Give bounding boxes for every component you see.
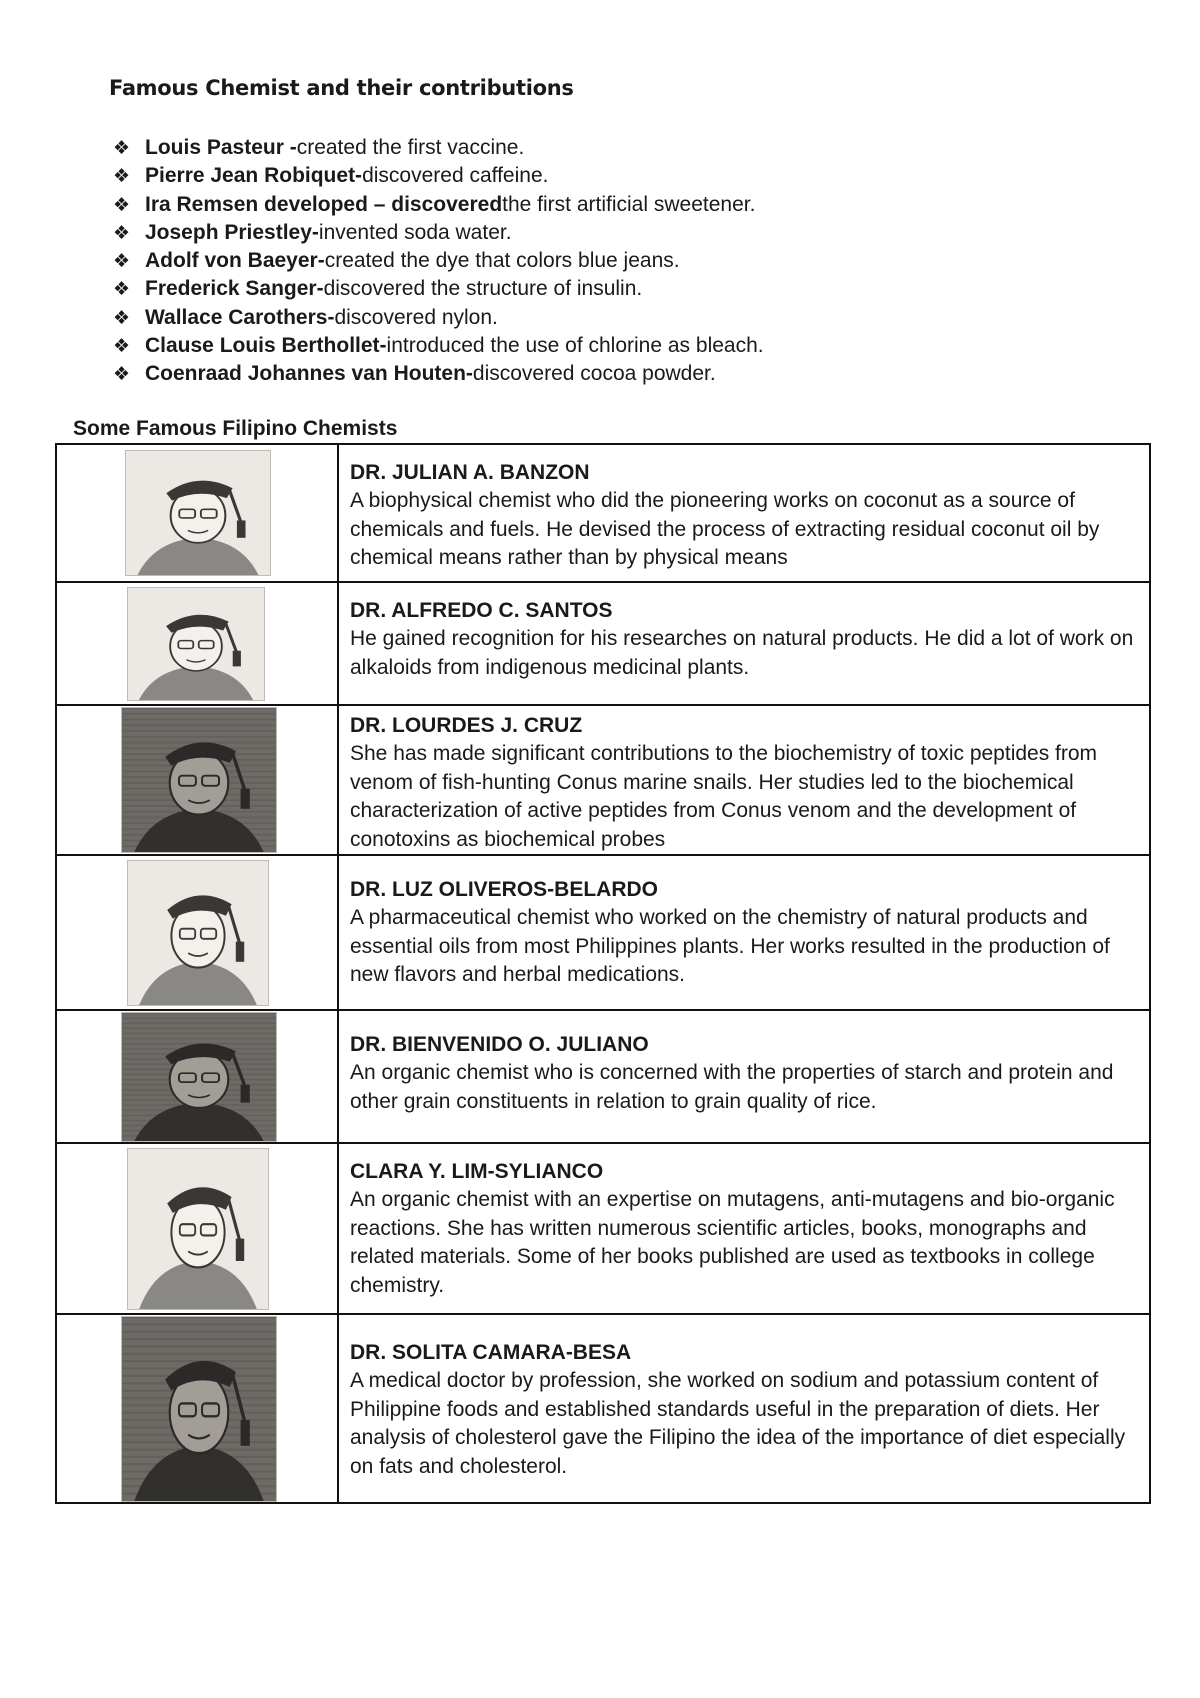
photo-cell xyxy=(56,1143,338,1314)
list-item xyxy=(113,134,764,162)
text-cell xyxy=(338,1314,1150,1503)
chemist-name: DR. BIENVENIDO O. JULIANO xyxy=(350,1033,649,1057)
chemist-name: DR. LOURDES J. CRUZ xyxy=(350,714,583,737)
chemist-contribution: introduced the use of chlorine as bleach. xyxy=(386,334,764,358)
diamond-bullet-icon: ❖ xyxy=(113,335,131,358)
diamond-bullet-icon: ❖ xyxy=(113,306,131,329)
portrait-photo-icon xyxy=(121,1316,277,1502)
chemist-name: DR. LUZ OLIVEROS-BELARDO xyxy=(350,878,658,902)
list-item xyxy=(113,304,764,332)
chemist-name: Frederick Sanger- xyxy=(145,277,324,301)
table-row xyxy=(56,1314,1150,1503)
text-cell xyxy=(338,855,1150,1010)
table-row xyxy=(56,1010,1150,1143)
portrait-sketch-icon xyxy=(125,450,271,576)
chemist-name: Louis Pasteur - xyxy=(145,136,297,159)
chemist-name: Pierre Jean Robiquet- xyxy=(145,164,363,188)
list-item xyxy=(113,219,764,247)
chemist-name: DR. ALFREDO C. SANTOS xyxy=(350,599,613,622)
portrait-sketch-icon xyxy=(127,860,269,1006)
filipino-chemists-heading: Some Famous Filipino Chemists xyxy=(73,417,398,440)
diamond-bullet-icon: ❖ xyxy=(113,165,131,188)
table-row xyxy=(56,582,1150,705)
chemist-description: He gained recognition for his researches on natural products. He did a lot of work on alkaloids from indigenous medicinal plants. xyxy=(350,627,1134,679)
chemist-name: DR. SOLITA CAMARA-BESA xyxy=(350,1341,632,1365)
portrait-photo-graphic xyxy=(122,1317,276,1501)
diamond-bullet-icon: ❖ xyxy=(113,250,131,273)
chemist-description: An organic chemist who is concerned with the properties of starch and protein and other grain constituents in relation to grain quality of rice. xyxy=(350,1061,1114,1113)
portrait-sketch-graphic xyxy=(128,861,268,1005)
chemist-contribution: discovered cocoa powder. xyxy=(472,362,716,386)
table-row xyxy=(56,855,1150,1010)
diamond-bullet-icon: ❖ xyxy=(113,137,131,159)
photo-cell xyxy=(56,1010,338,1143)
chemist-name: Coenraad Johannes van Houten- xyxy=(145,362,473,386)
table-row xyxy=(56,444,1150,582)
table-row xyxy=(56,1143,1150,1314)
portrait-sketch-icon xyxy=(127,1148,269,1310)
photo-cell xyxy=(56,582,338,705)
portrait-sketch-icon xyxy=(127,587,265,701)
chemist-contribution: created the dye that colors blue jeans. xyxy=(324,249,680,273)
chemist-contribution: the first artificial sweetener. xyxy=(502,192,756,216)
photo-cell xyxy=(56,1314,338,1503)
diamond-bullet-icon: ❖ xyxy=(113,278,131,301)
photo-cell xyxy=(56,855,338,1010)
list-item xyxy=(113,275,764,303)
chemist-contribution: discovered nylon. xyxy=(334,305,498,329)
list-item xyxy=(113,191,764,219)
portrait-photo-icon xyxy=(121,1012,277,1142)
chemist-description: A medical doctor by profession, she worked on sodium and potassium content of Philippine foods and established standards useful in the preparation of diets. Her analysis of cholesterol gave the Filipino the idea of the importance of diet especially on fats and cholesterol. xyxy=(350,1369,1126,1478)
chemist-name: Ira Remsen developed – discovered xyxy=(145,192,503,216)
chemist-name: Wallace Carothers- xyxy=(145,305,335,329)
chemist-contribution: discovered the structure of insulin. xyxy=(323,277,643,301)
diamond-bullet-icon: ❖ xyxy=(113,363,131,386)
chemist-name: Joseph Priestley- xyxy=(145,220,319,244)
photo-cell xyxy=(56,705,338,855)
chemist-description: A pharmaceutical chemist who worked on the chemistry of natural products and essential oils from most Philippines plants. Her works resulted in the production of new flavors and herbal medications. xyxy=(350,906,1110,987)
list-item xyxy=(113,332,764,360)
chemist-description: An organic chemist with an expertise on mutagens, anti-mutagens and bio-organic reactions. She has written numerous scientific articles, books, monographs and related materials. Some of her books published are used as textbooks in college chemistry. xyxy=(350,1188,1115,1297)
chemist-name: Adolf von Baeyer- xyxy=(145,249,325,273)
text-cell xyxy=(338,444,1150,582)
chemist-contribution: created the first vaccine. xyxy=(296,136,525,159)
chemist-name: Clause Louis Berthollet- xyxy=(145,334,387,358)
text-cell xyxy=(338,1010,1150,1143)
list-item xyxy=(113,360,764,388)
chemist-contribution: invented soda water. xyxy=(318,220,512,244)
list-item xyxy=(113,247,764,275)
chemist-name: CLARA Y. LIM-SYLIANCO xyxy=(350,1160,604,1184)
text-cell xyxy=(338,1143,1150,1314)
chemist-contribution: discovered caffeine. xyxy=(362,164,549,188)
page-heading: Famous Chemist and their contributions xyxy=(109,76,574,100)
diamond-bullet-icon: ❖ xyxy=(113,193,131,216)
portrait-sketch-graphic xyxy=(128,1149,268,1309)
list-item xyxy=(113,162,764,190)
filipino-chemists-table xyxy=(55,443,1151,1504)
chemist-description: A biophysical chemist who did the pioneering works on coconut as a source of chemicals and fuels. He devised the process of extracting residual coconut oil by chemical means rather than by physical means xyxy=(350,489,1100,570)
photo-cell xyxy=(56,444,338,582)
portrait-sketch-graphic xyxy=(128,588,264,700)
text-cell xyxy=(338,705,1150,855)
chemist-description: She has made significant contributions to the biochemistry of toxic peptides from venom of fish-hunting Conus marine snails. Her studies led to the biochemical characterization of active peptides from Conus venom and the development of conotoxins as biochemical probes xyxy=(350,742,1098,851)
famous-chemists-list xyxy=(113,134,764,389)
text-cell xyxy=(338,582,1150,705)
portrait-photo-graphic xyxy=(122,1013,276,1141)
table-row xyxy=(56,705,1150,855)
diamond-bullet-icon: ❖ xyxy=(113,221,131,244)
portrait-sketch-graphic xyxy=(126,451,270,575)
portrait-photo-icon xyxy=(121,707,277,853)
portrait-photo-graphic xyxy=(122,708,276,852)
chemist-name: DR. JULIAN A. BANZON xyxy=(350,461,590,484)
